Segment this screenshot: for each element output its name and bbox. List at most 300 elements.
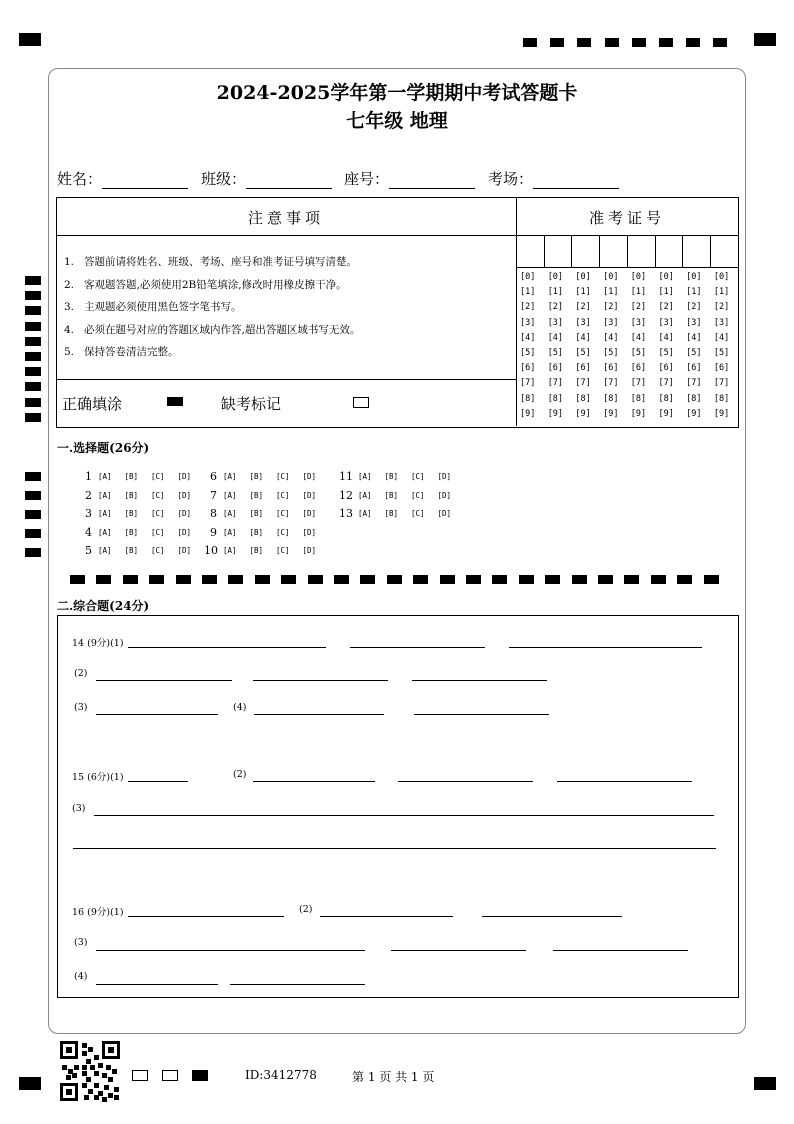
option-bubble[interactable]: [A]: [223, 472, 237, 481]
exam-id-bubble[interactable]: [5]: [713, 348, 730, 358]
qr-module: [84, 1095, 89, 1100]
exam-id-bubble[interactable]: [9]: [520, 408, 536, 419]
absent-mark-box[interactable]: [353, 397, 369, 408]
qr-module: [82, 1043, 87, 1048]
option-bubble[interactable]: [C]: [276, 527, 290, 537]
exam-id-bubble[interactable]: [1]: [603, 287, 619, 298]
exam-id-bubble[interactable]: [2]: [547, 302, 564, 313]
option-bubble[interactable]: [D]: [177, 509, 192, 518]
exam-id-bubble[interactable]: [2]: [713, 302, 730, 313]
qr-module: [88, 1089, 93, 1094]
answer-line[interactable]: [128, 916, 284, 917]
qr-module: [86, 1059, 91, 1064]
timing-mark: [25, 291, 41, 300]
timing-mark: [25, 398, 41, 407]
answer-line[interactable]: [128, 781, 188, 782]
exam-id-bubble[interactable]: [7]: [547, 378, 564, 389]
option-bubble[interactable]: [B]: [249, 472, 264, 481]
corner-marker-bottom-left: [19, 1077, 41, 1090]
exam-id-bubble[interactable]: [1]: [686, 287, 702, 298]
option-bubble[interactable]: [B]: [249, 527, 264, 537]
exam-id-bubble[interactable]: [3]: [603, 317, 619, 328]
exam-id-bubble[interactable]: [5]: [686, 348, 702, 358]
exam-id-bubble[interactable]: [9]: [713, 408, 730, 419]
qr-module: [98, 1063, 103, 1068]
timing-mark: [550, 38, 564, 47]
exam-id-bubble[interactable]: [4]: [547, 332, 564, 343]
q15-label: 15 (6分)(1): [72, 772, 124, 783]
qr-module: [108, 1093, 113, 1098]
option-bubble[interactable]: [A]: [358, 490, 372, 500]
answer-line[interactable]: [73, 848, 716, 849]
timing-mark: [413, 575, 428, 584]
exam-id-bubble[interactable]: [7]: [713, 378, 730, 389]
notice-item-number: 4.: [64, 323, 75, 336]
timing-mark: [677, 575, 692, 584]
option-bubble[interactable]: [B]: [384, 509, 399, 518]
exam-id-bubble[interactable]: [7]: [630, 378, 647, 389]
option-bubble[interactable]: [B]: [124, 490, 139, 500]
question-number: 2: [85, 488, 92, 502]
question-number: 7: [210, 488, 217, 502]
question-number: 13: [339, 507, 353, 520]
absent-mark-label: 缺考标记: [221, 395, 282, 413]
footer-box-1: [132, 1070, 148, 1081]
exam-id-bubble[interactable]: [3]: [630, 317, 647, 328]
option-bubble[interactable]: [A]: [223, 527, 237, 537]
option-bubble[interactable]: [D]: [302, 472, 317, 481]
exam-id-bubble[interactable]: [8]: [603, 393, 619, 404]
qr-module: [112, 1069, 117, 1074]
qr-module: [94, 1083, 99, 1088]
exam-id-column-divider: [655, 235, 656, 267]
exam-id-bubble[interactable]: [4]: [630, 332, 647, 343]
exam-id-bubble[interactable]: [1]: [658, 287, 674, 298]
qr-module: [114, 1087, 119, 1092]
sheet-id: ID:3412778: [245, 1068, 317, 1082]
notice-header: 注意事项: [247, 209, 324, 227]
seat-field[interactable]: [344, 168, 475, 189]
name-label: 姓名：: [57, 170, 103, 188]
notice-item-text: 客观题答题,必须使用2B铅笔填涂,修改时用橡皮擦干净。: [84, 278, 347, 291]
option-bubble[interactable]: [B]: [249, 509, 264, 518]
exam-id-bubble[interactable]: [5]: [520, 348, 536, 358]
exam-id-column-divider: [710, 235, 711, 267]
name-field[interactable]: [57, 168, 188, 189]
q15-3-label: (3): [72, 803, 86, 814]
option-bubble[interactable]: [A]: [358, 509, 372, 518]
exam-id-bubble[interactable]: [8]: [658, 393, 674, 404]
exam-id-bubble[interactable]: [0]: [686, 272, 702, 282]
exam-id-bubble[interactable]: [3]: [520, 317, 536, 328]
answer-line[interactable]: [254, 714, 384, 715]
exam-id-bubble[interactable]: [0]: [575, 272, 591, 282]
exam-id-bubble[interactable]: [9]: [630, 408, 647, 419]
notice-item: [64, 322, 360, 337]
option-bubble[interactable]: [A]: [98, 472, 112, 481]
question-number: 4: [85, 525, 92, 539]
timing-mark: [523, 38, 537, 47]
option-bubble[interactable]: [B]: [124, 527, 139, 537]
room-label: 考场：: [488, 170, 534, 188]
exam-id-column-divider: [627, 235, 628, 267]
exam-id-bubble[interactable]: [7]: [520, 378, 536, 389]
option-bubble[interactable]: [B]: [249, 490, 264, 500]
page-number: 第 1 页 共 1 页: [352, 1070, 435, 1084]
exam-id-bubble[interactable]: [0]: [713, 272, 730, 282]
q14-4-label: (4): [233, 702, 247, 713]
option-bubble[interactable]: [D]: [177, 490, 192, 500]
exam-id-bubble[interactable]: [0]: [630, 272, 647, 282]
q16-3-label: (3): [74, 937, 88, 948]
exam-id-bubble[interactable]: [4]: [520, 332, 536, 343]
option-bubble[interactable]: [C]: [151, 527, 165, 537]
answer-line[interactable]: [509, 647, 702, 648]
option-bubble[interactable]: [C]: [276, 546, 290, 555]
qr-module: [82, 1071, 87, 1076]
exam-id-bubble[interactable]: [4]: [686, 332, 702, 343]
timing-mark: [176, 575, 191, 584]
name-line: [102, 172, 188, 189]
class-line: [246, 172, 332, 189]
notice-item: [64, 344, 179, 359]
exam-id-bubble[interactable]: [2]: [575, 302, 591, 313]
option-bubble[interactable]: [B]: [384, 472, 399, 481]
exam-id-bubble[interactable]: [0]: [547, 272, 564, 282]
timing-mark: [360, 575, 375, 584]
timing-mark: [387, 575, 402, 584]
qr-module: [86, 1077, 91, 1082]
timing-mark: [25, 382, 41, 391]
qr-module: [104, 1085, 109, 1090]
timing-mark: [25, 472, 41, 481]
footer-box-filled: [192, 1070, 208, 1081]
exam-id-column-divider: [682, 235, 683, 267]
qr-module: [102, 1097, 107, 1102]
exam-id-bubble[interactable]: [4]: [658, 332, 674, 343]
qr-module: [88, 1047, 93, 1052]
exam-id-bubble[interactable]: [6]: [658, 363, 674, 374]
timing-mark: [25, 276, 41, 285]
q16-label: 16 (9分)(1): [72, 907, 124, 918]
option-bubble[interactable]: [C]: [151, 546, 165, 555]
timing-mark: [25, 491, 41, 500]
answer-line[interactable]: [253, 680, 388, 681]
exam-id-bubble[interactable]: [7]: [658, 378, 674, 389]
option-bubble[interactable]: [C]: [151, 472, 165, 481]
footer-box-2: [162, 1070, 178, 1081]
exam-id-bubble[interactable]: [4]: [575, 332, 591, 343]
exam-id-bubble[interactable]: [2]: [520, 302, 536, 313]
exam-id-bubble[interactable]: [6]: [713, 363, 730, 374]
timing-mark: [25, 306, 41, 315]
exam-id-bubble[interactable]: [9]: [603, 408, 619, 419]
exam-id-bubble[interactable]: [6]: [603, 363, 619, 374]
timing-mark: [308, 575, 323, 584]
option-bubble[interactable]: [A]: [98, 509, 112, 518]
timing-mark: [605, 38, 619, 47]
option-bubble[interactable]: [D]: [302, 490, 317, 500]
timing-mark: [25, 352, 41, 361]
qr-module: [74, 1065, 79, 1070]
notice-item-number: 1.: [64, 256, 75, 268]
timing-mark: [25, 367, 41, 376]
qr-module: [94, 1071, 99, 1076]
answer-line[interactable]: [553, 950, 688, 951]
exam-id-bubble[interactable]: [3]: [686, 317, 702, 328]
exam-id-bubble[interactable]: [5]: [658, 348, 674, 358]
timing-mark: [281, 575, 296, 584]
timing-mark: [598, 575, 613, 584]
exam-id-bubble[interactable]: [6]: [686, 363, 702, 374]
question-number: 5: [85, 544, 92, 557]
timing-mark: [632, 38, 646, 47]
answer-line[interactable]: [350, 647, 485, 648]
room-field[interactable]: [488, 168, 619, 189]
timing-mark: [25, 322, 41, 331]
question-number: 11: [339, 470, 353, 483]
timing-mark: [492, 575, 507, 584]
exam-id-bubble[interactable]: [7]: [686, 378, 702, 389]
option-bubble[interactable]: [C]: [276, 472, 290, 481]
answer-line[interactable]: [412, 680, 547, 681]
option-bubble[interactable]: [B]: [124, 472, 139, 481]
exam-id-bubble[interactable]: [8]: [575, 393, 591, 404]
page-subtitle: 七年级 地理: [346, 110, 448, 132]
timing-mark: [25, 548, 41, 557]
option-bubble[interactable]: [A]: [98, 546, 112, 555]
timing-mark: [704, 575, 719, 584]
exam-id-bubble[interactable]: [0]: [658, 272, 674, 282]
exam-id-bubble[interactable]: [1]: [520, 287, 536, 298]
exam-id-bubble[interactable]: [2]: [658, 302, 674, 313]
exam-id-header: 准考证号: [588, 209, 665, 227]
exam-id-bubble[interactable]: [8]: [686, 393, 702, 404]
q14-2-label: (2): [74, 668, 88, 679]
timing-mark: [228, 575, 243, 584]
timing-mark: [25, 337, 41, 346]
qr-module: [90, 1065, 95, 1070]
exam-id-bubble[interactable]: [3]: [658, 317, 674, 328]
option-bubble[interactable]: [D]: [302, 527, 317, 537]
timing-mark: [70, 575, 85, 584]
notice-item: [64, 254, 357, 269]
corner-marker-bottom-right: [754, 1077, 776, 1090]
answer-line[interactable]: [94, 815, 714, 816]
seat-label: 座号：: [344, 170, 390, 188]
option-bubble[interactable]: [A]: [98, 490, 112, 500]
timing-mark: [96, 575, 111, 584]
answer-line[interactable]: [414, 714, 549, 715]
qr-module: [82, 1051, 87, 1056]
exam-id-bubble[interactable]: [1]: [575, 287, 591, 298]
exam-id-bubble[interactable]: [8]: [547, 393, 564, 404]
timing-mark: [466, 575, 481, 584]
timing-mark: [577, 38, 591, 47]
timing-mark: [25, 529, 41, 538]
exam-id-bubble[interactable]: [5]: [547, 348, 564, 358]
timing-mark: [545, 575, 560, 584]
answer-line[interactable]: [96, 714, 218, 715]
qr-module: [106, 1065, 111, 1070]
qr-module: [94, 1055, 99, 1060]
option-bubble[interactable]: [C]: [411, 472, 425, 481]
option-bubble[interactable]: [C]: [151, 490, 165, 500]
option-bubble[interactable]: [A]: [223, 490, 237, 500]
option-bubble[interactable]: [B]: [384, 490, 399, 500]
qr-module: [72, 1073, 77, 1078]
exam-id-bubble[interactable]: [6]: [575, 363, 591, 374]
q14-3-label: (3): [74, 702, 88, 713]
exam-id-bubble[interactable]: [0]: [520, 272, 536, 282]
answer-line[interactable]: [230, 984, 365, 985]
notice-item: [64, 299, 242, 314]
exam-id-column-divider: [544, 235, 545, 267]
exam-id-column-divider: [599, 235, 600, 267]
answer-line[interactable]: [96, 680, 232, 681]
option-bubble[interactable]: [D]: [437, 490, 452, 500]
exam-id-bubble[interactable]: [7]: [603, 378, 619, 389]
qr-module: [102, 1073, 107, 1078]
qr-module: [62, 1065, 67, 1070]
notice-header-line: [56, 235, 738, 236]
question-number: 3: [85, 507, 92, 520]
notice-bottom-line: [56, 379, 516, 380]
exam-id-bubble[interactable]: [5]: [603, 348, 619, 358]
section2-title: 二.综合题(24分): [57, 599, 150, 613]
exam-id-bubble[interactable]: [3]: [713, 317, 730, 328]
exam-id-bubble[interactable]: [7]: [575, 378, 591, 389]
q15-2-label: (2): [233, 769, 247, 780]
notice-item: [64, 277, 347, 292]
question-number: 12: [339, 488, 353, 502]
answer-line[interactable]: [230, 950, 365, 951]
exam-id-bubble[interactable]: [9]: [547, 408, 564, 419]
notice-item-number: 5.: [64, 346, 75, 358]
answer-line[interactable]: [391, 950, 526, 951]
option-bubble[interactable]: [C]: [276, 490, 290, 500]
notice-item-text: 保持答卷清洁完整。: [84, 346, 179, 358]
qr-code: [60, 1041, 120, 1101]
notice-item-text: 答题前请将姓名、班级、考场、座号和准考证号填写清楚。: [84, 256, 357, 268]
corner-marker-top-right: [754, 33, 776, 46]
timing-mark: [440, 575, 455, 584]
qr-finder-center: [66, 1047, 72, 1053]
option-bubble[interactable]: [B]: [249, 546, 264, 555]
exam-id-bubble[interactable]: [6]: [547, 363, 564, 374]
option-bubble[interactable]: [A]: [98, 527, 112, 537]
option-bubble[interactable]: [A]: [223, 509, 237, 518]
exam-id-bubble[interactable]: [3]: [547, 317, 564, 328]
exam-id-bubble[interactable]: [8]: [520, 393, 536, 404]
exam-id-bubble[interactable]: [1]: [630, 287, 647, 298]
qr-module: [82, 1083, 87, 1088]
qr-finder-center: [66, 1089, 72, 1095]
page-title: 2024-2025学年第一学期期中考试答题卡: [216, 82, 578, 104]
exam-id-bubble[interactable]: [8]: [713, 393, 730, 404]
exam-id-bubble[interactable]: [8]: [630, 393, 647, 404]
exam-id-bubble[interactable]: [4]: [713, 332, 730, 343]
timing-mark: [25, 413, 41, 422]
timing-mark: [686, 38, 700, 47]
exam-id-write-line: [516, 267, 738, 268]
exam-id-bubble[interactable]: [6]: [520, 363, 536, 374]
seat-line: [389, 172, 475, 189]
exam-id-bubble[interactable]: [0]: [603, 272, 619, 282]
section2-box: [57, 615, 739, 998]
exam-id-bubble[interactable]: [3]: [575, 317, 591, 328]
exam-id-bubble[interactable]: [2]: [603, 302, 619, 313]
notice-item-text: 主观题必须使用黑色签字笔书写。: [84, 301, 242, 313]
notice-item-text: 必须在题号对应的答题区域内作答,超出答题区域书写无效。: [84, 323, 361, 336]
timing-mark: [123, 575, 138, 584]
option-bubble[interactable]: [A]: [358, 472, 372, 481]
question-number: 6: [210, 470, 217, 483]
option-bubble[interactable]: [C]: [276, 509, 290, 518]
option-bubble[interactable]: [D]: [437, 472, 452, 481]
answer-line[interactable]: [320, 916, 453, 917]
answer-line[interactable]: [96, 950, 231, 951]
answer-line[interactable]: [96, 984, 218, 985]
answer-line[interactable]: [128, 647, 326, 648]
option-bubble[interactable]: [D]: [437, 509, 452, 518]
timing-mark: [624, 575, 639, 584]
exam-id-bubble[interactable]: [2]: [686, 302, 702, 313]
notice-item-number: 2.: [64, 278, 75, 291]
option-bubble[interactable]: [B]: [124, 546, 139, 555]
answer-line[interactable]: [398, 781, 533, 782]
notice-divider: [516, 197, 517, 426]
option-bubble[interactable]: [D]: [177, 527, 192, 537]
qr-finder-center: [108, 1047, 114, 1053]
option-bubble[interactable]: [A]: [223, 546, 237, 555]
exam-id-bubble[interactable]: [5]: [575, 348, 591, 358]
option-bubble[interactable]: [D]: [177, 546, 192, 555]
room-line: [533, 172, 619, 189]
qr-module: [114, 1095, 119, 1100]
notice-item-number: 3.: [64, 301, 75, 313]
timing-mark: [255, 575, 270, 584]
exam-id-bubble[interactable]: [9]: [575, 408, 591, 419]
option-bubble[interactable]: [B]: [124, 509, 139, 518]
q16-4-label: (4): [74, 971, 88, 982]
option-bubble[interactable]: [D]: [177, 472, 192, 481]
timing-mark: [334, 575, 349, 584]
exam-id-bubble[interactable]: [9]: [658, 408, 674, 419]
correct-fill-label: 正确填涂: [62, 395, 123, 413]
exam-id-bubble[interactable]: [9]: [686, 408, 702, 419]
answer-line[interactable]: [253, 781, 375, 782]
exam-id-bubble[interactable]: [5]: [630, 348, 647, 358]
option-bubble[interactable]: [C]: [411, 490, 425, 500]
exam-id-bubble[interactable]: [4]: [603, 332, 619, 343]
correct-fill-example: [167, 397, 183, 406]
answer-line[interactable]: [557, 781, 692, 782]
class-field[interactable]: [201, 168, 332, 189]
option-bubble[interactable]: [C]: [411, 509, 425, 518]
option-bubble[interactable]: [C]: [151, 509, 165, 518]
exam-id-bubble[interactable]: [1]: [547, 287, 564, 298]
option-bubble[interactable]: [D]: [302, 546, 317, 555]
exam-id-bubble[interactable]: [1]: [713, 287, 730, 298]
class-label: 班级：: [201, 170, 247, 188]
timing-mark: [713, 38, 727, 47]
exam-id-bubble[interactable]: [6]: [630, 363, 647, 374]
exam-id-bubble[interactable]: [2]: [630, 302, 647, 313]
option-bubble[interactable]: [D]: [302, 509, 317, 518]
question-number: 1: [85, 470, 92, 483]
answer-line[interactable]: [482, 916, 622, 917]
